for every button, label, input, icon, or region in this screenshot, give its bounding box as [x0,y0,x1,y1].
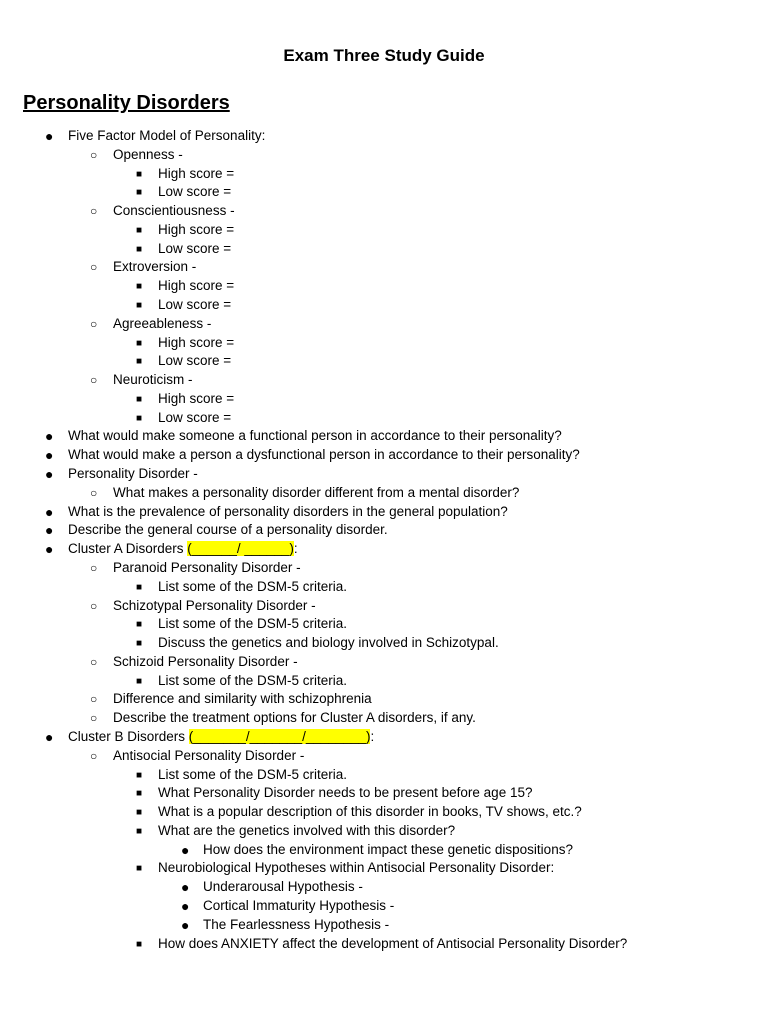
square-bullet-icon: ■ [136,168,143,180]
list-item-text: Extroversion - [113,259,197,275]
list-item-text: Difference and similarity with schizophrenia [113,691,372,707]
circle-bullet-icon: ○ [90,204,98,219]
list-item-text: Cluster B Disorders (_______/_______/________): [68,728,375,744]
circle-bullet-icon: ○ [90,560,98,575]
list-item-text: The Fearlessness Hypothesis - [203,916,390,932]
list-item-text: Describe the general course of a personality disorder. [68,522,388,538]
square-bullet-icon: ■ [136,581,143,593]
list-item-text: Schizoid Personality Disorder - [113,653,298,669]
square-bullet-icon: ■ [136,675,143,687]
circle-bullet-icon: ○ [90,373,98,388]
list-item-text: What is a popular description of this disorder in books, TV shows, etc.? [158,804,582,820]
list-item-text: What would make someone a functional person in accordance to their personality? [68,428,562,444]
list-item-text: What is the prevalence of personality disorders in the general population? [68,503,508,519]
square-bullet-icon: ■ [136,938,143,950]
list-item-text: Conscientiousness - [113,203,235,219]
list-item-text: Cluster A Disorders (______/ ______): [68,541,298,557]
square-bullet-icon: ■ [136,863,143,875]
circle-bullet-icon: ○ [90,147,98,162]
list-item-text: What are the genetics involved with this disorder? [158,822,456,838]
circle-bullet-icon: ○ [90,485,98,500]
list-item-text: List some of the DSM-5 criteria. [158,766,348,782]
list-item-text: What makes a personality disorder different from a mental disorder? [113,484,520,500]
square-bullet-icon: ■ [136,619,143,631]
square-bullet-icon: ■ [136,187,143,199]
list-item-text: High score = [158,221,235,237]
list-item-text: List some of the DSM-5 criteria. [158,616,348,632]
list-item-text: High score = [158,390,235,406]
list-item-text: Agreeableness - [113,315,212,331]
square-bullet-icon: ■ [136,769,143,781]
list-item-text: Neurobiological Hypotheses within Antisocial Personality Disorder: [158,860,555,876]
square-bullet-icon: ■ [136,412,143,424]
list-item-text: Low score = [158,409,232,425]
disc-bullet-icon: ● [181,879,190,896]
disc-bullet-icon: ● [45,503,54,520]
list-item-text: Antisocial Personality Disorder - [113,747,305,763]
square-bullet-icon: ■ [136,337,143,349]
highlighted-blank: (_______/_______/________) [188,728,371,744]
square-bullet-icon: ■ [136,224,143,236]
list-item-text: Describe the treatment options for Cluster A disorders, if any. [113,710,476,726]
list-item-text: How does ANXIETY affect the development of Antisocial Personality Disorder? [158,935,628,951]
list-item-text: Paranoid Personality Disorder - [113,559,301,575]
disc-bullet-icon: ● [45,522,54,539]
list-item-text: Low score = [158,297,232,313]
list-item-text: Cortical Immaturity Hypothesis - [203,897,395,913]
disc-bullet-icon: ● [45,428,54,445]
list-item-text: How does the environment impact these genetic dispositions? [203,841,573,857]
list-item-text: List some of the DSM-5 criteria. [158,578,348,594]
circle-bullet-icon: ○ [90,692,98,707]
circle-bullet-icon: ○ [90,598,98,613]
section-heading: Personality Disorders [23,92,230,114]
list-item-text: Personality Disorder - [68,466,198,482]
list-item-text: Low score = [158,240,232,256]
square-bullet-icon: ■ [136,243,143,255]
square-bullet-icon: ■ [136,300,143,312]
square-bullet-icon: ■ [136,825,143,837]
highlighted-blank: (______/ ______) [187,541,294,557]
circle-bullet-icon: ○ [90,711,98,726]
list-item-text: What would make a person a dysfunctional person in accordance to their personality? [68,447,580,463]
square-bullet-icon: ■ [136,638,143,650]
disc-bullet-icon: ● [181,916,190,933]
list-item-text: Five Factor Model of Personality: [68,128,266,143]
square-bullet-icon: ■ [136,393,143,405]
list-item-text: High score = [158,334,235,350]
square-bullet-icon: ■ [136,788,143,800]
list-item-text: Openness - [113,146,183,162]
list-item-text: Discuss the genetics and biology involved in Schizotypal. [158,635,499,651]
document-title: Exam Three Study Guide [283,46,485,65]
list-item-text: What Personality Disorder needs to be present before age 15? [158,785,533,801]
disc-bullet-icon: ● [181,897,190,914]
list-item-text: Neuroticism - [113,372,193,388]
list-item-text: High score = [158,165,235,181]
square-bullet-icon: ■ [136,281,143,293]
disc-bullet-icon: ● [45,447,54,464]
circle-bullet-icon: ○ [90,260,98,275]
circle-bullet-icon: ○ [90,748,98,763]
circle-bullet-icon: ○ [90,654,98,669]
list-item-text: List some of the DSM-5 criteria. [158,672,348,688]
disc-bullet-icon: ● [45,728,54,745]
list-item-text: Low score = [158,184,232,200]
list-item-text: Underarousal Hypothesis - [203,879,363,895]
list-item-text: High score = [158,278,235,294]
disc-bullet-icon: ● [181,841,190,858]
list-item-text: Schizotypal Personality Disorder - [113,597,316,613]
disc-bullet-icon: ● [45,466,54,483]
circle-bullet-icon: ○ [90,316,98,331]
square-bullet-icon: ■ [136,356,143,368]
square-bullet-icon: ■ [136,807,143,819]
list-item-text: Low score = [158,353,232,369]
disc-bullet-icon: ● [45,541,54,558]
disc-bullet-icon: ● [45,128,54,144]
